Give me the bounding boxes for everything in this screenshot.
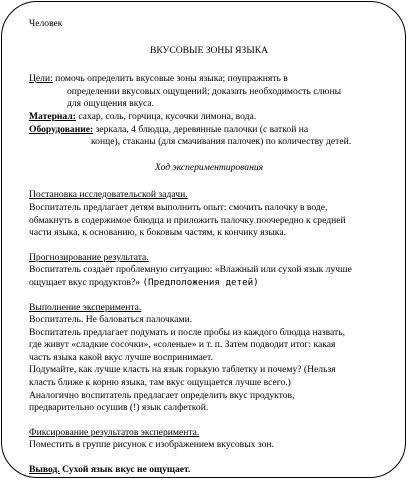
problem-heading: Постановка исследовательской задачи. — [29, 189, 188, 201]
experiment-line-2: Воспитатель предлагает подумать и после пробы из каждого блюдца назвать, — [29, 326, 346, 338]
material-line — [29, 111, 389, 124]
goals-text-1: помочь определить вкусовые зоны языка; поупражнять в — [52, 73, 288, 85]
experiment-line-1: Воспитатель. Не баловаться палочками. — [29, 314, 193, 326]
problem-line-1: Воспитатель предлагает детям выполнить опыт: смочить палочку в воде, — [29, 201, 328, 213]
course-heading: Ход экспериментирования — [154, 161, 264, 173]
forecast-text-2: ощущает вкус продуктов?» — [29, 276, 143, 288]
recording-line-1: Поместить в группе рисунок с изображением вкусовых зон. — [29, 439, 274, 451]
experiment-line-5: Подумайте, как лучше класть на язык горькую таблетку и почему? (Нельзя — [29, 364, 336, 376]
goals-label: Цели: — [29, 73, 53, 85]
goals-line-3: для ощущения вкуса. — [67, 98, 155, 110]
conclusion-label: Вывод. — [29, 464, 60, 476]
goals-line-1 — [29, 73, 389, 86]
forecast-children-guess: (Предположения детей) — [142, 276, 259, 288]
forecast-line-2 — [29, 277, 389, 290]
equipment-line-2: конце), стаканы (для смачивания палочек) по количеству детей. — [91, 136, 352, 148]
material-label: Материал: — [29, 110, 76, 122]
experiment-line-8: предварительно осушив (!) язык салфеткой. — [29, 402, 209, 414]
conclusion-line — [29, 464, 389, 477]
material-text: сахар, соль, горчица, кусочки лимона, вода. — [75, 110, 257, 122]
conclusion-text: Сухой язык вкус не ощущает. — [59, 464, 191, 476]
forecast-heading: Прогнозирование результата. — [29, 251, 149, 263]
goals-line-2: определении вкусовых ощущений; доказать необходимость слюны — [67, 85, 342, 97]
equipment-label: Оборудование: — [29, 123, 94, 135]
experiment-line-4: часть языка какой вкус лучше воспринимает. — [29, 351, 213, 363]
experiment-line-7: Аналогично воспитатель предлагает определить вкус продуктов, — [29, 389, 295, 401]
problem-line-3: части языка, к основанию, к боковым частям, к кончику языка. — [29, 227, 286, 239]
page-title: ВКУСОВЫЕ ЗОНЫ ЯЗЫКА — [149, 44, 269, 56]
document-card — [1, 1, 406, 478]
experiment-line-6: класть ближе к корню языка, там вкус ощущается лучше всего.) — [29, 377, 291, 389]
equipment-line-1 — [29, 124, 389, 137]
equipment-text-1: зеркала, 4 блюдца, деревянные палочки (с ваткой на — [93, 123, 309, 135]
recording-heading: Фиксирование результатов эксперимента. — [29, 426, 200, 438]
document-content — [29, 18, 389, 477]
topic-label: Человек — [29, 18, 63, 29]
experiment-heading: Выполнение эксперимента. — [29, 301, 142, 313]
problem-line-2: обмакнуть в содержимое блюдца и приложить палочку поочередно к средней — [29, 214, 346, 226]
forecast-line-1: Воспитатель создаёт проблемную ситуацию: «Влажный или сухой язык лучше — [29, 264, 352, 276]
experiment-line-3: где живут «сладкие сосочки», «соленые» и т. п. Затем подводит итог: какая — [29, 339, 336, 351]
